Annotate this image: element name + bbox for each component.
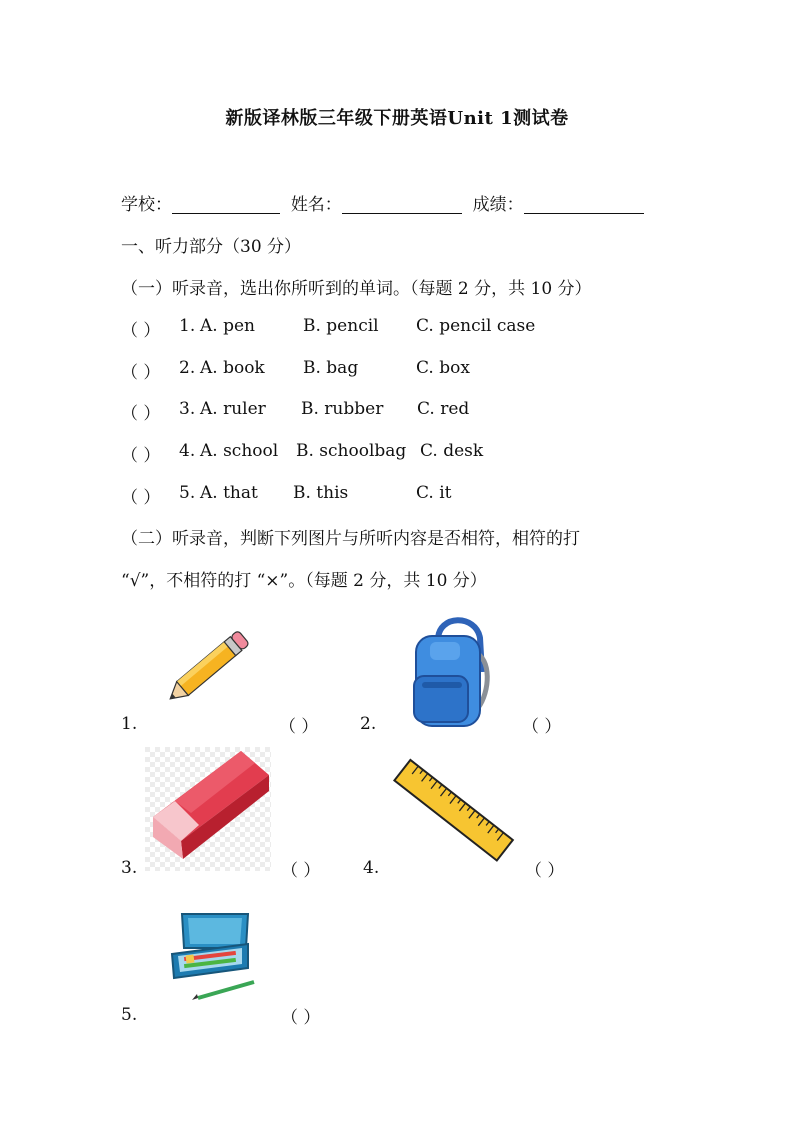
option-c: C. it	[416, 483, 452, 503]
answer-paren[interactable]: （ ）	[121, 321, 161, 341]
answer-paren[interactable]: （ ）	[522, 717, 562, 737]
school-label: 学校：	[121, 195, 172, 215]
option-a: A. ruler	[200, 399, 266, 419]
score-label: 成绩：	[472, 195, 524, 215]
pencil-icon	[155, 622, 259, 714]
answer-paren[interactable]: （ ）	[279, 717, 319, 737]
option-c: C. pencil case	[416, 316, 536, 336]
ruler-icon	[386, 749, 520, 873]
answer-paren[interactable]: （ ）	[281, 1008, 321, 1028]
answer-paren[interactable]: （ ）	[121, 404, 161, 424]
question-row	[121, 441, 681, 466]
part1-instruction: （一）听录音，选出你所听到的单词。（每题 2 分，共 10 分）	[121, 279, 592, 299]
item-number: 2.	[360, 714, 377, 734]
item-number: 4.	[363, 858, 380, 878]
pencil-case-icon	[168, 910, 260, 1002]
question-number: 2.	[179, 358, 196, 378]
answer-paren[interactable]: （ ）	[121, 446, 161, 466]
item-number: 1.	[121, 714, 138, 734]
section-heading: 一、听力部分（30 分）	[121, 237, 302, 257]
option-c: C. desk	[420, 441, 484, 461]
option-b: B. rubber	[301, 399, 384, 419]
name-label: 姓名：	[290, 195, 342, 215]
option-b: B. pencil	[303, 316, 379, 336]
option-a: A. that	[200, 483, 258, 503]
answer-paren[interactable]: （ ）	[121, 363, 161, 383]
question-number: 3.	[179, 399, 196, 419]
question-number: 5.	[179, 483, 196, 503]
option-a: A. school	[200, 441, 279, 461]
question-row	[121, 316, 681, 341]
question-row	[121, 358, 681, 383]
eraser-icon	[145, 747, 271, 871]
school-blank[interactable]	[172, 195, 280, 214]
question-number: 4.	[179, 441, 196, 461]
part2-instruction-line2: “√”，不相符的打 “×”。（每题 2 分，共 10 分）	[121, 571, 487, 591]
answer-paren[interactable]: （ ）	[121, 488, 161, 508]
option-a: A. book	[200, 358, 265, 378]
schoolbag-icon	[408, 612, 494, 730]
part2-instruction-line1: （二）听录音，判断下列图片与所听内容是否相符，相符的打	[121, 529, 580, 549]
question-row	[121, 399, 681, 424]
page-title: 新版译林版三年级下册英语Unit 1测试卷	[225, 108, 569, 129]
student-info-line	[121, 190, 644, 215]
option-a: A. pen	[200, 316, 255, 336]
option-c: C. red	[417, 399, 470, 419]
score-blank[interactable]	[524, 195, 644, 214]
answer-paren[interactable]: （ ）	[525, 861, 565, 881]
option-c: C. box	[416, 358, 470, 378]
question-row	[121, 483, 681, 508]
answer-paren[interactable]: （ ）	[281, 861, 321, 881]
option-b: B. schoolbag	[296, 441, 407, 461]
item-number: 3.	[121, 858, 138, 878]
question-number: 1.	[179, 316, 196, 336]
item-number: 5.	[121, 1005, 138, 1025]
name-blank[interactable]	[342, 195, 462, 214]
option-b: B. bag	[303, 358, 359, 378]
option-b: B. this	[293, 483, 349, 503]
